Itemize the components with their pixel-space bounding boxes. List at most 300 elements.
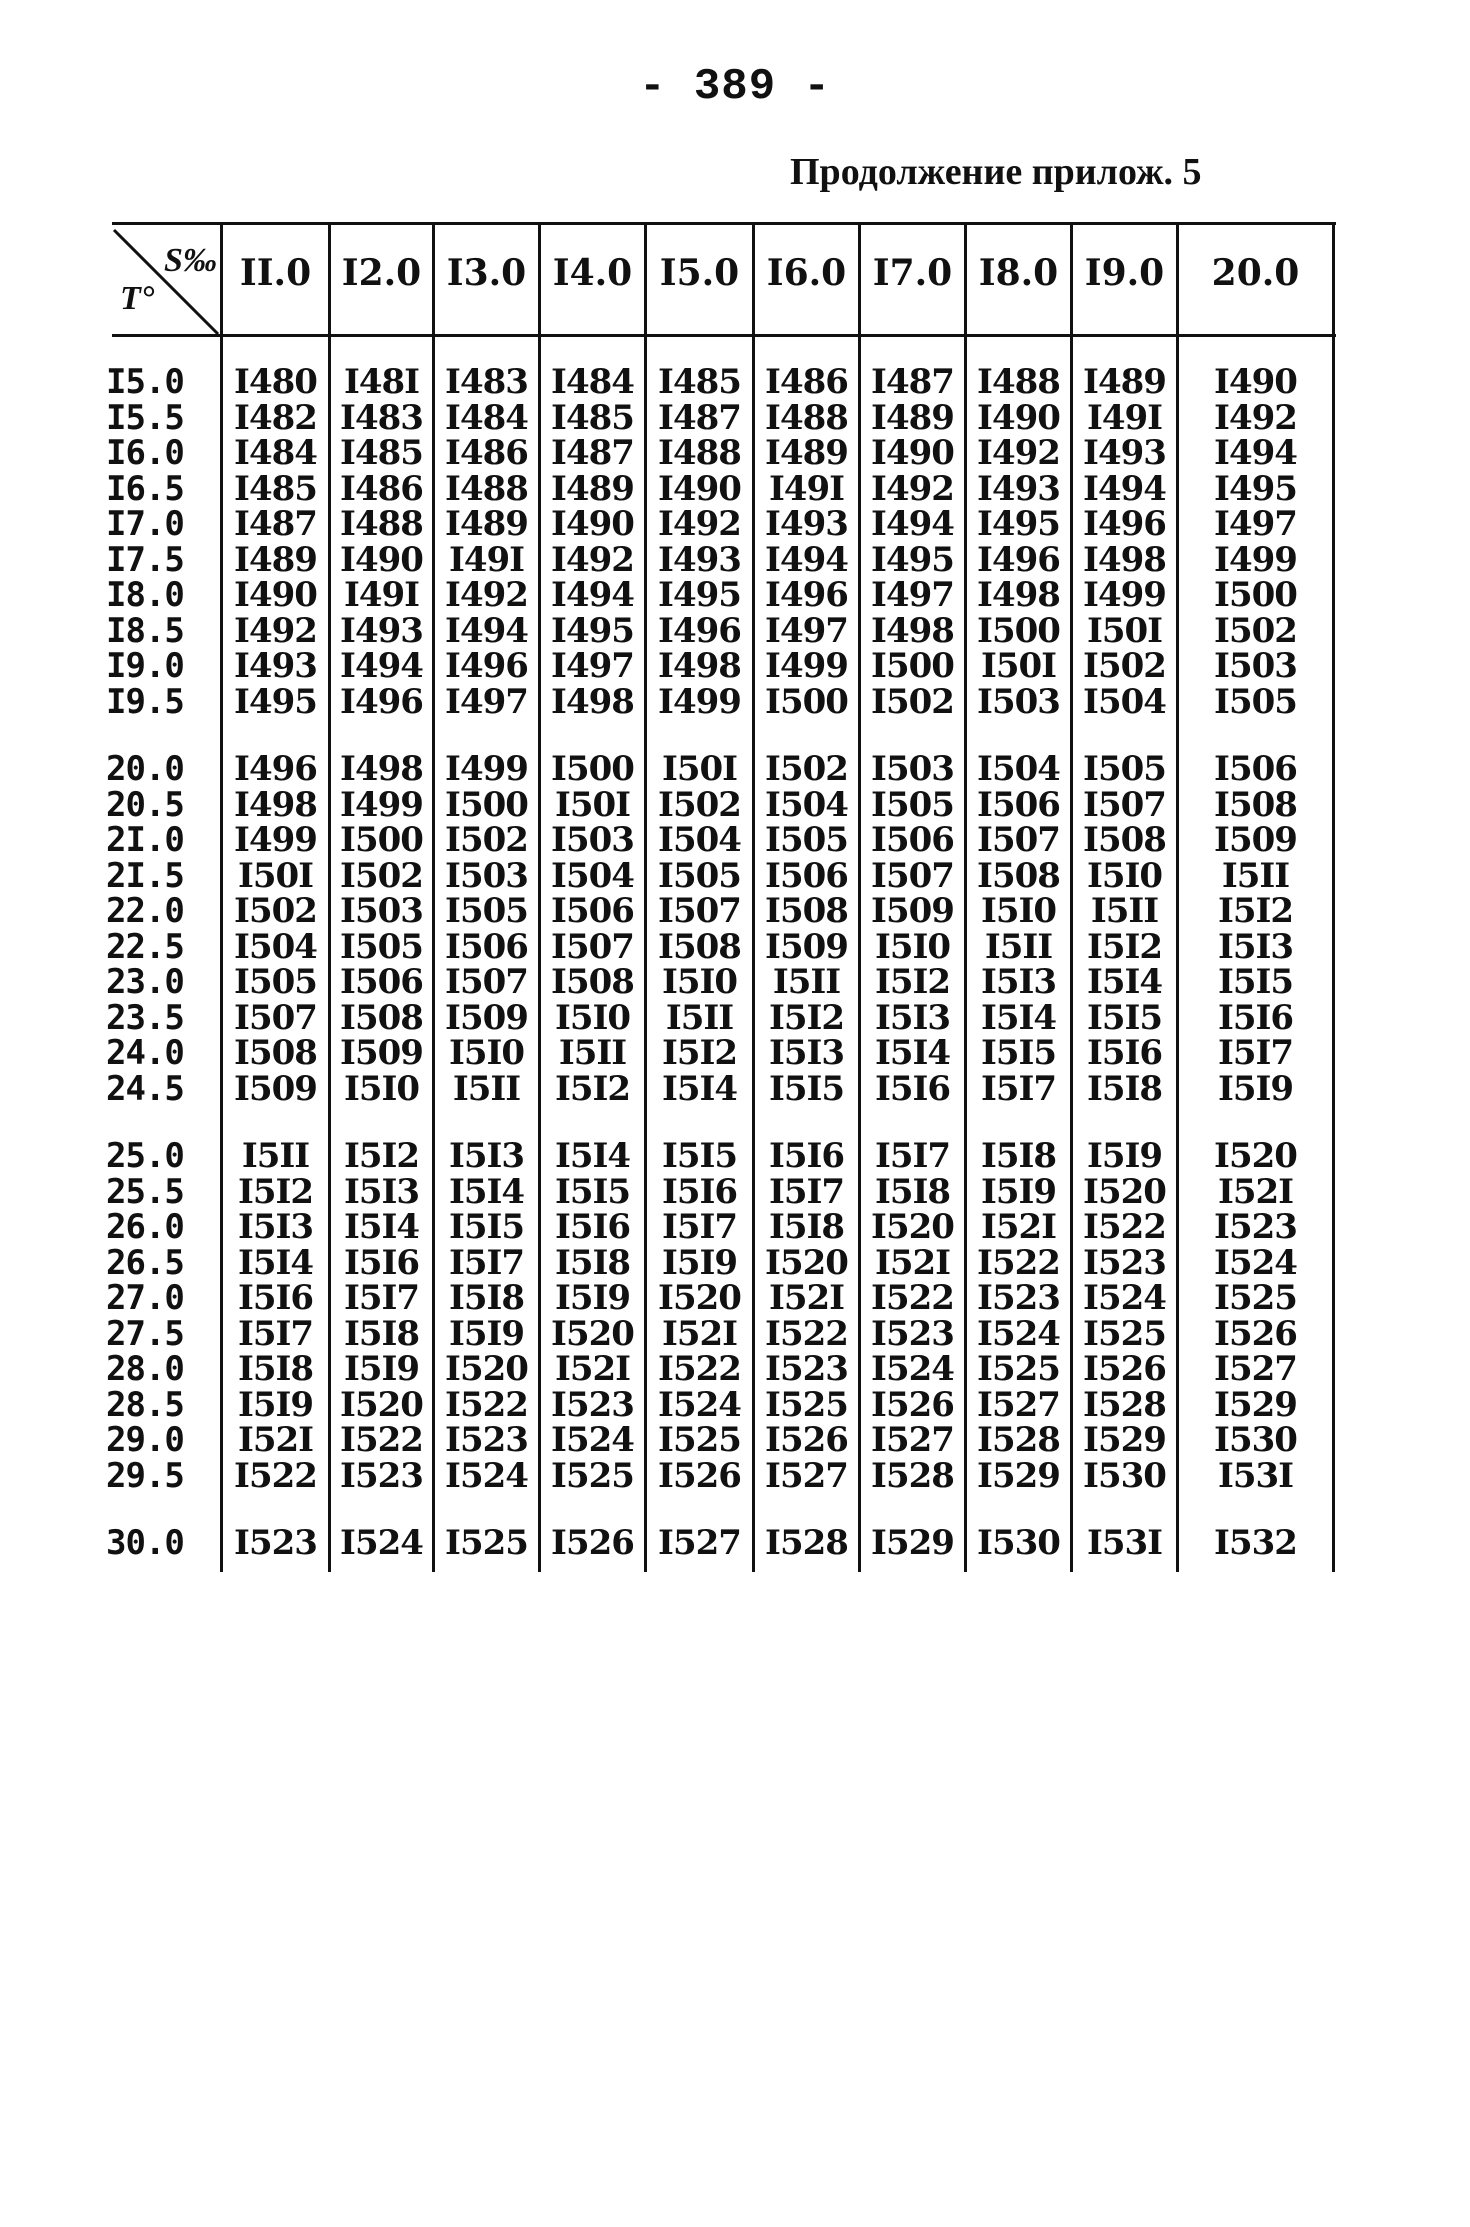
table-cell: I505 xyxy=(340,926,423,967)
table-cell: I497 xyxy=(1214,504,1297,544)
row-temperature: 2I.5 xyxy=(106,855,184,896)
table-cell: I525 xyxy=(977,1349,1060,1389)
table-cell: I498 xyxy=(658,646,741,686)
table-cell: I522 xyxy=(977,1242,1060,1283)
table-cell: I5I3 xyxy=(1217,926,1294,967)
table-cell: I486 xyxy=(340,468,423,509)
row-temperature: I5.5 xyxy=(106,397,184,438)
table-cell: I5I0 xyxy=(1086,855,1163,896)
table-cell: I502 xyxy=(445,820,528,860)
table-cell: I484 xyxy=(234,433,317,473)
table-cell: I507 xyxy=(1083,784,1166,825)
table-cell: I5I7 xyxy=(448,1242,525,1283)
table-cell: I504 xyxy=(977,749,1060,789)
table-cell: I52I xyxy=(1217,1171,1294,1212)
table-cell: I494 xyxy=(445,610,528,651)
table-cell: I5I2 xyxy=(661,1033,738,1073)
table-cell: I500 xyxy=(551,749,634,789)
table-cell: I5I7 xyxy=(980,1068,1057,1109)
table-cell: I5II xyxy=(772,962,841,1002)
corner-header xyxy=(112,222,220,334)
table-cell: I5II xyxy=(665,997,734,1038)
table-cell: I5I9 xyxy=(980,1171,1057,1212)
page-number: - 389 - xyxy=(639,62,831,112)
table-cell: I526 xyxy=(871,1384,954,1425)
table-cell: I5I8 xyxy=(343,1313,420,1354)
table-cell: I486 xyxy=(445,433,528,473)
table-cell: I525 xyxy=(658,1420,741,1460)
table-cell: I494 xyxy=(1083,468,1166,509)
table-cell: I522 xyxy=(658,1349,741,1389)
table-cell: I492 xyxy=(1214,397,1297,438)
table-cell: I500 xyxy=(871,646,954,686)
table-cell: I5II xyxy=(1090,891,1159,931)
table-cell: I493 xyxy=(340,610,423,651)
table-cell: I52I xyxy=(980,1207,1057,1247)
table-cell: I5I6 xyxy=(874,1068,951,1109)
row-temperature: I8.0 xyxy=(106,575,184,615)
table-cell: I496 xyxy=(340,681,423,722)
table-cell: I524 xyxy=(551,1420,634,1460)
table-cell: I490 xyxy=(658,468,741,509)
row-temperature: 28.0 xyxy=(106,1349,184,1389)
table-cell: I493 xyxy=(977,468,1060,509)
table-cell: I498 xyxy=(551,681,634,722)
table-cell: I530 xyxy=(1083,1455,1166,1496)
table-cell: I500 xyxy=(340,820,423,860)
row-temperature: 20.5 xyxy=(106,784,184,825)
table-cell: I497 xyxy=(551,646,634,686)
row-temperature: 24.5 xyxy=(106,1068,184,1109)
table-cell: I5I8 xyxy=(448,1278,525,1318)
table-cell: I522 xyxy=(340,1420,423,1460)
row-temperature: 24.0 xyxy=(106,1033,184,1073)
column-header: I7.0 xyxy=(872,252,953,294)
table-cell: I508 xyxy=(340,997,423,1038)
table-cell: I5I6 xyxy=(661,1171,738,1212)
table-cell: I530 xyxy=(977,1523,1060,1563)
table-cell: I520 xyxy=(765,1242,848,1283)
row-temperature: I6.0 xyxy=(106,433,184,473)
table-cell: I509 xyxy=(340,1033,423,1073)
row-temperature: 22.0 xyxy=(106,891,184,931)
table-cell: I527 xyxy=(1214,1349,1297,1389)
row-temperature: 27.0 xyxy=(106,1278,184,1318)
table-cell: I523 xyxy=(551,1384,634,1425)
table-cell: I5I0 xyxy=(554,997,631,1038)
table-cell: I5II xyxy=(984,926,1053,967)
table-cell: I525 xyxy=(551,1455,634,1496)
table-cell: I523 xyxy=(765,1349,848,1389)
row-temperature: I7.5 xyxy=(106,539,184,580)
table-cell: I5I2 xyxy=(1217,891,1294,931)
table-cell: I529 xyxy=(871,1523,954,1563)
table-cell: I524 xyxy=(871,1349,954,1389)
table-cell: I5I9 xyxy=(343,1349,420,1389)
table-cell: I508 xyxy=(234,1033,317,1073)
table-cell: I493 xyxy=(1083,433,1166,473)
row-temperature: I7.0 xyxy=(106,504,184,544)
table-cell: I5I4 xyxy=(554,1136,631,1176)
table-cell: I523 xyxy=(445,1420,528,1460)
row-temperature: I6.5 xyxy=(106,468,184,509)
table-cell: I505 xyxy=(765,820,848,860)
table-cell: I509 xyxy=(765,926,848,967)
table-cell: I487 xyxy=(658,397,741,438)
table-cell: I524 xyxy=(977,1313,1060,1354)
table-cell: I506 xyxy=(871,820,954,860)
table-cell: I523 xyxy=(1083,1242,1166,1283)
table-top-rule xyxy=(112,222,1336,225)
table-cell: I486 xyxy=(765,362,848,402)
table-cell: I483 xyxy=(340,397,423,438)
table-cell: I488 xyxy=(977,362,1060,402)
table-cell: I524 xyxy=(340,1523,423,1563)
table-cell: I488 xyxy=(658,433,741,473)
table-cell: I50I xyxy=(237,855,314,896)
table-cell: I520 xyxy=(1083,1171,1166,1212)
table-cell: I504 xyxy=(658,820,741,860)
table-cell: I5I8 xyxy=(237,1349,314,1389)
table-cell: I497 xyxy=(445,681,528,722)
table-cell: I483 xyxy=(445,362,528,402)
table-cell: I523 xyxy=(871,1313,954,1354)
table-cell: I5I8 xyxy=(768,1207,845,1247)
table-cell: I485 xyxy=(658,362,741,402)
table-cell: I5I9 xyxy=(1217,1068,1294,1109)
table-cell: I505 xyxy=(445,891,528,931)
table-cell: I494 xyxy=(1214,433,1297,473)
table-cell: I5I0 xyxy=(448,1033,525,1073)
table-cell: I5I5 xyxy=(980,1033,1057,1073)
table-cell: I494 xyxy=(765,539,848,580)
table-cell: I526 xyxy=(658,1455,741,1496)
table-cell: I5I9 xyxy=(554,1278,631,1318)
table-cell: I507 xyxy=(871,855,954,896)
table-cell: I5I2 xyxy=(768,997,845,1038)
table-cell: I488 xyxy=(340,504,423,544)
table-cell: I496 xyxy=(658,610,741,651)
table-cell: I520 xyxy=(340,1384,423,1425)
table-cell: I500 xyxy=(1214,575,1297,615)
table-cell: I528 xyxy=(765,1523,848,1563)
table-cell: I53I xyxy=(1217,1455,1294,1496)
table-cell: I499 xyxy=(765,646,848,686)
table-cell: I5I0 xyxy=(874,926,951,967)
table-cell: I507 xyxy=(234,997,317,1038)
table-cell: I507 xyxy=(977,820,1060,860)
table-cell: I5I7 xyxy=(1217,1033,1294,1073)
table-cell: I5I6 xyxy=(554,1207,631,1247)
row-temperature: 26.5 xyxy=(106,1242,184,1283)
row-temperature: 23.0 xyxy=(106,962,184,1002)
row-temperature: 25.0 xyxy=(106,1136,184,1176)
table-cell: I5I3 xyxy=(343,1171,420,1212)
table-cell: I520 xyxy=(658,1278,741,1318)
table-cell: I502 xyxy=(765,749,848,789)
table-cell: I528 xyxy=(977,1420,1060,1460)
table-cell: I5I7 xyxy=(661,1207,738,1247)
table-cell: I508 xyxy=(765,891,848,931)
table-cell: I506 xyxy=(765,855,848,896)
table-cell: I502 xyxy=(340,855,423,896)
table-cell: I503 xyxy=(551,820,634,860)
row-temperature: 28.5 xyxy=(106,1384,184,1425)
table-cell: I499 xyxy=(1083,575,1166,615)
table-cell: I499 xyxy=(340,784,423,825)
table-cell: I5I4 xyxy=(448,1171,525,1212)
table-cell: I505 xyxy=(658,855,741,896)
table-cell: I5I5 xyxy=(1086,997,1163,1038)
table-cell: I5II xyxy=(558,1033,627,1073)
table-cell: I522 xyxy=(871,1278,954,1318)
column-header: I2.0 xyxy=(341,252,422,294)
table-cell: I504 xyxy=(234,926,317,967)
table-cell: I503 xyxy=(340,891,423,931)
table-cell: I489 xyxy=(445,504,528,544)
table-cell: I50I xyxy=(1086,610,1163,651)
table-cell: I527 xyxy=(765,1455,848,1496)
table-cell: I524 xyxy=(1214,1242,1297,1283)
table-cell: I50I xyxy=(980,646,1057,686)
column-header: I8.0 xyxy=(978,252,1059,294)
table-cell: I522 xyxy=(445,1384,528,1425)
table-cell: I508 xyxy=(1083,820,1166,860)
table-cell: I508 xyxy=(1214,784,1297,825)
table-cell: I480 xyxy=(234,362,317,402)
table-cell: I498 xyxy=(871,610,954,651)
table-cell: I493 xyxy=(765,504,848,544)
table-cell: I5I3 xyxy=(874,997,951,1038)
table-cell: I505 xyxy=(234,962,317,1002)
table-cell: I5I7 xyxy=(768,1171,845,1212)
table-cell: I527 xyxy=(658,1523,741,1563)
table-cell: I507 xyxy=(658,891,741,931)
column-header: I9.0 xyxy=(1084,252,1165,294)
table-cell: I530 xyxy=(1214,1420,1297,1460)
table-cell: I504 xyxy=(551,855,634,896)
row-temperature: 30.0 xyxy=(106,1523,184,1563)
header-bottom-rule xyxy=(112,334,1336,337)
table-cell: I5I4 xyxy=(237,1242,314,1283)
table-cell: I490 xyxy=(340,539,423,580)
table-cell: I485 xyxy=(551,397,634,438)
table-cell: I503 xyxy=(871,749,954,789)
table-cell: I526 xyxy=(1083,1349,1166,1389)
table-cell: I509 xyxy=(871,891,954,931)
table-cell: I5I8 xyxy=(874,1171,951,1212)
row-temperature: 23.5 xyxy=(106,997,184,1038)
row-temperature: I5.0 xyxy=(106,362,184,402)
table-cell: I532 xyxy=(1214,1523,1297,1563)
table-cell: I526 xyxy=(765,1420,848,1460)
table-cell: I496 xyxy=(1083,504,1166,544)
table-cell: I503 xyxy=(977,681,1060,722)
table-cell: I52I xyxy=(874,1242,951,1283)
column-header: II.0 xyxy=(239,252,312,294)
table-cell: I520 xyxy=(551,1313,634,1354)
continuation-heading: Продолжение прилож. 5 xyxy=(790,151,1202,193)
table-cell: I499 xyxy=(1214,539,1297,580)
table-cell: I499 xyxy=(658,681,741,722)
table-cell: I52I xyxy=(554,1349,631,1389)
table-cell: I5I6 xyxy=(343,1242,420,1283)
table-cell: I49I xyxy=(448,539,525,580)
table-cell: I502 xyxy=(1083,646,1166,686)
table-cell: I502 xyxy=(234,891,317,931)
table-cell: I492 xyxy=(551,539,634,580)
table-cell: I496 xyxy=(765,575,848,615)
table-cell: I487 xyxy=(551,433,634,473)
table-cell: I522 xyxy=(1083,1207,1166,1247)
table-cell: I522 xyxy=(234,1455,317,1496)
table-cell: I489 xyxy=(1083,362,1166,402)
table-cell: I50I xyxy=(554,784,631,825)
table-cell: I492 xyxy=(445,575,528,615)
table-cell: I492 xyxy=(658,504,741,544)
table-cell: I524 xyxy=(658,1384,741,1425)
table-cell: I523 xyxy=(340,1455,423,1496)
table-cell: I5I0 xyxy=(343,1068,420,1109)
table-cell: I5I6 xyxy=(768,1136,845,1176)
table-cell: I492 xyxy=(234,610,317,651)
table-cell: I527 xyxy=(871,1420,954,1460)
table-cell: I500 xyxy=(445,784,528,825)
temperature-axis-label: T° xyxy=(120,280,155,317)
table-cell: I5I5 xyxy=(661,1136,738,1176)
table-cell: I529 xyxy=(1083,1420,1166,1460)
table-cell: I5I9 xyxy=(237,1384,314,1425)
table-cell: I495 xyxy=(658,575,741,615)
column-header: I3.0 xyxy=(446,252,527,294)
table-cell: I503 xyxy=(445,855,528,896)
table-cell: I496 xyxy=(445,646,528,686)
table-cell: I48I xyxy=(343,362,420,402)
table-cell: I5I5 xyxy=(554,1171,631,1212)
table-cell: I495 xyxy=(977,504,1060,544)
table-cell: I527 xyxy=(977,1384,1060,1425)
table-cell: I495 xyxy=(1214,468,1297,509)
table-cell: I494 xyxy=(871,504,954,544)
table-cell: I485 xyxy=(234,468,317,509)
table-cell: I508 xyxy=(658,926,741,967)
table-cell: I5I5 xyxy=(448,1207,525,1247)
table-cell: I482 xyxy=(234,397,317,438)
table-cell: I526 xyxy=(1214,1313,1297,1354)
row-temperature: I8.5 xyxy=(106,610,184,651)
row-temperature: 20.0 xyxy=(106,749,184,789)
table-right-rule xyxy=(1332,222,1335,1572)
table-cell: I498 xyxy=(340,749,423,789)
table-cell: I509 xyxy=(1214,820,1297,860)
table-cell: I5II xyxy=(452,1068,521,1109)
data-table xyxy=(106,222,1336,1572)
column-header: I5.0 xyxy=(659,252,740,294)
table-cell: I488 xyxy=(765,397,848,438)
row-temperature: 27.5 xyxy=(106,1313,184,1354)
table-cell: I523 xyxy=(1214,1207,1297,1247)
table-cell: I496 xyxy=(977,539,1060,580)
table-cell: I520 xyxy=(1214,1136,1297,1176)
table-cell: I489 xyxy=(871,397,954,438)
table-cell: I507 xyxy=(551,926,634,967)
table-cell: I499 xyxy=(445,749,528,789)
table-cell: I489 xyxy=(765,433,848,473)
table-cell: I499 xyxy=(234,820,317,860)
table-cell: I52I xyxy=(661,1313,738,1354)
table-cell: I494 xyxy=(340,646,423,686)
table-cell: I496 xyxy=(234,749,317,789)
table-cell: I5I3 xyxy=(237,1207,314,1247)
table-cell: I498 xyxy=(977,575,1060,615)
column-header: I4.0 xyxy=(552,252,633,294)
table-cell: I526 xyxy=(551,1523,634,1563)
row-temperature: 29.0 xyxy=(106,1420,184,1460)
table-cell: I508 xyxy=(551,962,634,1002)
table-cell: I490 xyxy=(1214,362,1297,402)
table-cell: I5I5 xyxy=(768,1068,845,1109)
table-cell: I5I4 xyxy=(661,1068,738,1109)
table-cell: I495 xyxy=(871,539,954,580)
table-cell: I5I4 xyxy=(343,1207,420,1247)
table-cell: I485 xyxy=(340,433,423,473)
table-cell: I5I9 xyxy=(448,1313,525,1354)
table-cell: I5I9 xyxy=(1086,1136,1163,1176)
table-cell: I53I xyxy=(1086,1523,1163,1563)
table-cell: I484 xyxy=(445,397,528,438)
table-cell: I528 xyxy=(871,1455,954,1496)
table-cell: I498 xyxy=(1083,539,1166,580)
table-cell: I50I xyxy=(661,749,738,789)
table-cell: I52I xyxy=(768,1278,845,1318)
table-cell: I5I7 xyxy=(237,1313,314,1354)
table-cell: I5I3 xyxy=(768,1033,845,1073)
table-cell: I524 xyxy=(1083,1278,1166,1318)
table-cell: I520 xyxy=(871,1207,954,1247)
table-cell: I49I xyxy=(343,575,420,615)
table-cell: I5II xyxy=(1221,855,1290,896)
table-cell: I490 xyxy=(234,575,317,615)
table-cell: I506 xyxy=(1214,749,1297,789)
table-cell: I525 xyxy=(445,1523,528,1563)
table-cell: I497 xyxy=(871,575,954,615)
table-cell: I506 xyxy=(445,926,528,967)
table-cell: I493 xyxy=(234,646,317,686)
table-cell: I525 xyxy=(765,1384,848,1425)
row-temperature: I9.5 xyxy=(106,681,184,722)
table-cell: I504 xyxy=(1083,681,1166,722)
table-cell: I5I0 xyxy=(661,962,738,1002)
table-cell: I5I6 xyxy=(1086,1033,1163,1073)
table-cell: I506 xyxy=(340,962,423,1002)
table-cell: I508 xyxy=(977,855,1060,896)
table-cell: I5I6 xyxy=(237,1278,314,1318)
table-cell: I5I4 xyxy=(980,997,1057,1038)
row-temperature: 26.0 xyxy=(106,1207,184,1247)
table-cell: I529 xyxy=(977,1455,1060,1496)
table-cell: I5I8 xyxy=(1086,1068,1163,1109)
table-cell: I502 xyxy=(658,784,741,825)
table-cell: I5I5 xyxy=(1217,962,1294,1002)
salinity-axis-label: S‰ xyxy=(164,242,217,279)
table-cell: I5I2 xyxy=(874,962,951,1002)
table-cell: I489 xyxy=(234,539,317,580)
column-header: I6.0 xyxy=(766,252,847,294)
table-cell: I506 xyxy=(977,784,1060,825)
table-cell: I503 xyxy=(1214,646,1297,686)
table-cell: I5II xyxy=(241,1136,310,1176)
table-cell: I502 xyxy=(1214,610,1297,651)
